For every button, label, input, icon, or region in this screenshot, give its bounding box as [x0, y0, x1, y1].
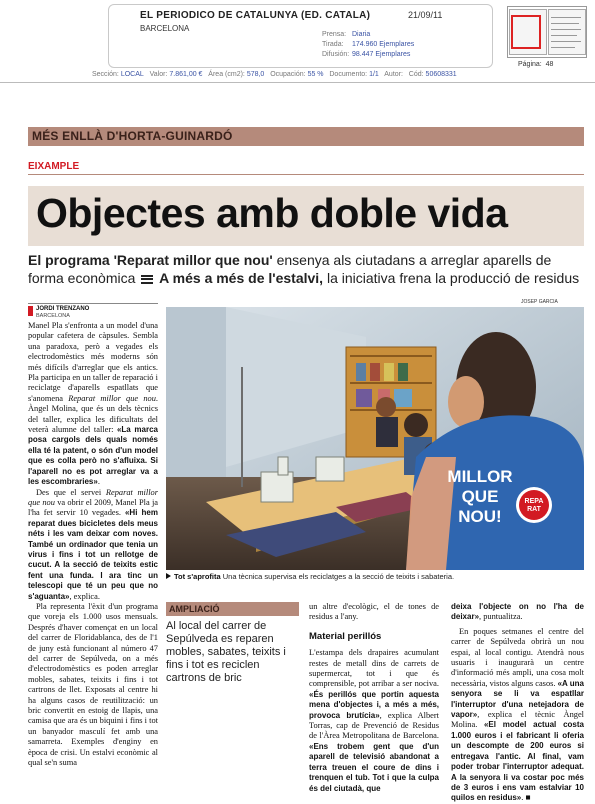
publication-name: EL PERIODICO DE CATALUNYA (ED. CATALA): [140, 10, 371, 21]
stat-row: Tirada: 174.960 Ejemplares: [322, 41, 415, 48]
byline-rule: [28, 303, 158, 304]
circulation-stats: [322, 30, 414, 60]
subsection-title: Material perillós: [309, 630, 382, 642]
quote-text: «És perillós que portin aquesta mena d'objectes i, a més a més, provoca brutícia»: [309, 689, 439, 720]
clipping-info-bar: Sección: LOCAL Valor: 7.861,00 € Área (cm2): 578,0 Ocupación: 55 % Documento: 1/1 Autor: Cód: 50608331: [92, 71, 457, 78]
district-rule: [28, 174, 584, 175]
thumbnail-article-highlight: [511, 15, 541, 49]
publication-city: BARCELONA: [140, 24, 190, 33]
thumbnail-right-page: [548, 9, 586, 55]
byline-accent: [28, 306, 33, 316]
publication-date: 21/09/11: [408, 10, 443, 20]
body-text: , explica.: [69, 591, 100, 601]
program-name: Reparat millor que nou: [28, 487, 158, 507]
headline: Objectes amb doble vida: [36, 190, 508, 236]
district-label: EIXAMPLE: [28, 161, 80, 172]
vest-text-line-3: NOU!: [458, 507, 502, 526]
quote-text: «Ens trobem gent que d'un aparell de televisió abandonat a terra treuen el coure de dins i trenquen el tub. Tot i que la culpa és del ciutadà, que: [309, 741, 439, 793]
article-paragraph: [28, 488, 158, 602]
vest-text-line-1: MILLOR: [447, 467, 513, 486]
quote-text: «La marca posa cargols dels quals només ella té la patent, o són d'un model que es colla però no s'afluixa. Si l'aparell no es pot arreglar va a les escombraries»: [28, 425, 158, 487]
caption-arrow-icon: [166, 573, 171, 579]
ampliacio-text: Al local del carrer de Sepúlveda es reparen mobles, sabates, teixits i fins i tot es reciclen cartrons de bric: [166, 620, 286, 684]
article-paragraph: [28, 602, 158, 769]
badge-text-line-2: RAT: [527, 506, 541, 513]
body-text: .: [97, 477, 100, 487]
separator-icon: [141, 275, 153, 284]
header-divider: [0, 82, 595, 83]
quote-text: «A una senyora se li va espatllar l'interruptor d'una netejadora de vapor»: [451, 678, 585, 720]
body-text: , puntualitza.: [479, 612, 523, 622]
ampliacio-bar: [166, 602, 299, 616]
article-paragraph: [451, 627, 584, 804]
body-text: . ■: [521, 793, 531, 803]
article-column-1: [28, 321, 158, 768]
badge-text-line-1: REPA: [524, 498, 544, 505]
workshop-photo-illustration: [166, 307, 584, 570]
body-text: , explica el tècnic Àngel Molina.: [451, 710, 584, 730]
body-text: un altre d'ecològic, el de tones de residus a l'any.: [309, 602, 439, 622]
program-name: Reparat millor que nou: [68, 393, 156, 403]
author-city: BARCELONA: [36, 313, 70, 319]
article-paragraph: [309, 602, 439, 623]
body-text: . Àngel Molina, que és un dels tècnics del taller, explica les dificultats del veterà alumne del taller:: [28, 393, 158, 435]
body-text: Pla representa l'èxit d'un programa que voreja els 1.000 usos mensuals. Després d'haver començat en un local del carrer de Floridablanca, des de l'1 de juny està funcionant al número 47 del carrer de Sepúlveda, on a més d'electrodomèstics es poden arreglar mobles, sabates, teixits i fins i tot cartrons de llet. Exposats al centre hi ha alguns casos de reutilització: un bric convertit en estoig de llapis, una camisa que ara és un biquini i fins i tot un banyador masculí fet amb una samarreta. Exemples d'enginy en època de crisi. Un estalvi econòmic al qual se'n suma: [28, 601, 158, 768]
section-bar: [28, 127, 584, 146]
quote-text: deixa l'objecte on no l'ha de deixar»: [451, 602, 584, 622]
article-column-4: [451, 602, 584, 804]
ampliacio-label: AMPLIACIÓ: [169, 604, 220, 614]
photo-credit: JOSEP GARCIA: [521, 299, 558, 305]
body-text: , explica Albert Torras, cap de Prevenció de Residus de l'Àrea Metropolitana de Barcelona.: [309, 710, 439, 741]
article-column-3: [309, 602, 439, 794]
stat-row: Prensa: Diaria: [322, 31, 371, 38]
vest-text-line-2: QUE: [461, 487, 499, 506]
quote-text: «Hi hem reparat dues bicicletes dels meus néts i les vam deixar com noves. També un ordinador que tenia un virus i fins i tot un rellotge de cucut. A la secció de teixits estic fent una funda. I ara tinc un telescopi que té un peu que no s'aguanta»: [28, 508, 158, 601]
page-number: Página: 48: [518, 61, 554, 68]
body-text: Des que el servei: [36, 487, 106, 497]
photo-caption: Tot s'aprofita Una tècnica supervisa els reciclatges a la secció de teixits i sabateria.: [166, 572, 584, 581]
article-paragraph: [309, 648, 439, 794]
article-paragraph: [451, 602, 584, 623]
subheadline: El programa 'Reparat millor que nou' ensenya als ciutadans a arreglar aparells de forma econòmica A més a més de l'estalvi, la iniciativa frena la producció de residus: [28, 252, 580, 286]
quote-text: «El model actual costa 1.000 euros i el fabricant li oferia un descompte de 200 euros si entregava l'antic. Al final, vam poder trobar l'interruptor adequat. A la senyora li va costar poc més de 3 euros i ens vam estalviar 10 quilos en residus»: [451, 720, 584, 803]
body-text: En poques setmanes el centre del carrer de Sepúlveda obrirà un nou espai, al local contigu. Atendrà nous usuaris i inaugurarà un centre d'informació més ampli, una cosa molt necessària, vistos alguns casos.: [451, 626, 584, 688]
article-paragraph: [28, 321, 158, 488]
body-text: L'estampa dels drapaires acumulant restes de metall dins de carrets de supermercat, tot i que és comprensible, pot arribar a ser nociva.: [309, 648, 439, 689]
body-text: va obrir el 2009, Manel Pla ja l'ha fet servir 10 vegades.: [28, 497, 158, 518]
author-name: JORDI TRENZANO: [36, 306, 90, 312]
page-thumbnail[interactable]: [507, 6, 587, 58]
body-text: Manel Pla s'enfronta a un model d'una popular cafetera de càpsules. Sembla una paradoxa, però a vegades els electrodomèstics més moderns són més difícils d'arreglar que els antics. Pla participa en un taller de reparació i reciclatge d'aparells espatllats que s'anomena: [28, 321, 158, 403]
headline-box: [28, 186, 584, 246]
section-title: MÉS ENLLÀ D'HORTA-GUINARDÓ: [32, 129, 233, 143]
article-photo[interactable]: [166, 307, 584, 570]
stat-row: Difusión: 98.447 Ejemplares: [322, 51, 411, 58]
